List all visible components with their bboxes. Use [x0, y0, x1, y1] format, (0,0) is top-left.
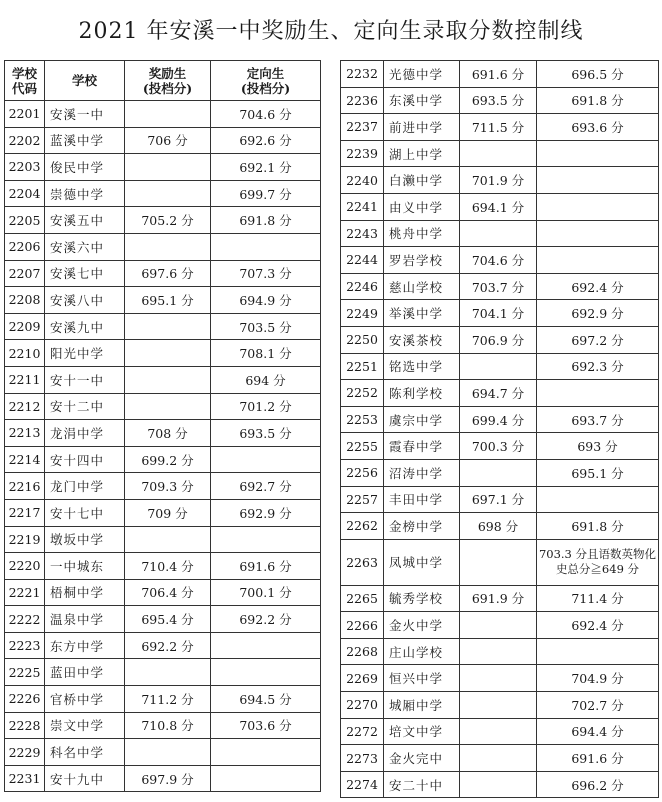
table-row — [341, 692, 659, 719]
directed-score-cell: 694.9 分 — [211, 287, 321, 314]
directed-score-cell: 695.1 分 — [537, 459, 659, 486]
school-code-cell: 2272 — [341, 718, 384, 745]
directed-score-cell: 691.6 分 — [211, 553, 321, 580]
directed-score-cell: 692.4 分 — [537, 612, 659, 639]
directed-score-cell: 703.6 分 — [211, 712, 321, 739]
award-score-cell — [125, 739, 211, 766]
school-name-cell: 官桥中学 — [45, 686, 125, 713]
school-name-cell: 恒兴中学 — [384, 665, 460, 692]
school-name-cell: 陈利学校 — [384, 380, 460, 407]
school-code-cell: 2268 — [341, 638, 384, 665]
directed-score-cell — [211, 526, 321, 553]
school-name-cell: 城厢中学 — [384, 692, 460, 719]
directed-score-cell: 691.8 分 — [537, 513, 659, 540]
school-name-cell: 龙涓中学 — [45, 420, 125, 447]
school-name-cell: 安溪六中 — [45, 233, 125, 260]
directed-score-cell: 696.5 分 — [537, 61, 659, 88]
award-score-cell: 706 分 — [125, 127, 211, 154]
award-score-cell: 710.8 分 — [125, 712, 211, 739]
school-name-cell: 墩坂中学 — [45, 526, 125, 553]
school-name-cell: 安溪八中 — [45, 287, 125, 314]
school-name-cell: 白濑中学 — [384, 167, 460, 194]
table-row — [341, 326, 659, 353]
school-name-cell: 科名中学 — [45, 739, 125, 766]
school-name-cell: 一中城东 — [45, 553, 125, 580]
directed-score-cell — [537, 167, 659, 194]
table-row — [341, 612, 659, 639]
directed-score-cell: 693.6 分 — [537, 114, 659, 141]
table-row — [5, 313, 321, 340]
award-score-cell — [460, 140, 537, 167]
school-code-cell: 2266 — [341, 612, 384, 639]
directed-score-cell — [211, 632, 321, 659]
award-score-cell — [460, 745, 537, 772]
school-name-cell: 凤城中学 — [384, 539, 460, 585]
school-name-cell: 东方中学 — [45, 632, 125, 659]
school-code-cell: 2236 — [341, 87, 384, 114]
school-name-cell: 慈山学校 — [384, 273, 460, 300]
school-code-cell: 2244 — [341, 247, 384, 274]
award-score-cell — [460, 718, 537, 745]
directed-score-cell: 691.8 分 — [211, 207, 321, 234]
table-row — [5, 207, 321, 234]
table-row — [5, 606, 321, 633]
school-name-cell: 毓秀学校 — [384, 585, 460, 612]
table-row — [341, 61, 659, 88]
school-code-cell: 2257 — [341, 486, 384, 513]
award-score-cell: 705.2 分 — [125, 207, 211, 234]
school-code-cell: 2211 — [5, 366, 45, 393]
school-code-cell: 2223 — [5, 632, 45, 659]
school-code-cell: 2207 — [5, 260, 45, 287]
school-code-cell: 2220 — [5, 553, 45, 580]
table-row — [5, 154, 321, 181]
school-code-cell: 2202 — [5, 127, 45, 154]
directed-score-cell: 693 分 — [537, 433, 659, 460]
table-row — [341, 273, 659, 300]
school-name-cell: 安溪一中 — [45, 101, 125, 128]
award-score-cell — [125, 101, 211, 128]
table-row — [5, 553, 321, 580]
table-row — [341, 167, 659, 194]
school-name-cell: 庄山学校 — [384, 638, 460, 665]
school-code-cell: 2252 — [341, 380, 384, 407]
table-row — [341, 665, 659, 692]
table-row — [341, 406, 659, 433]
award-score-cell — [125, 659, 211, 686]
school-name-cell: 温泉中学 — [45, 606, 125, 633]
table-row — [341, 486, 659, 513]
school-name-cell: 安溪茶校 — [384, 326, 460, 353]
school-code-cell: 2214 — [5, 446, 45, 473]
award-score-cell: 695.4 分 — [125, 606, 211, 633]
directed-score-cell: 693.5 分 — [211, 420, 321, 447]
table-row — [5, 659, 321, 686]
table-row — [5, 686, 321, 713]
award-score-cell — [460, 353, 537, 380]
school-code-cell: 2201 — [5, 101, 45, 128]
school-code-cell: 2251 — [341, 353, 384, 380]
school-code-cell: 2208 — [5, 287, 45, 314]
award-score-cell — [125, 340, 211, 367]
directed-score-cell: 697.2 分 — [537, 326, 659, 353]
award-score-cell: 698 分 — [460, 513, 537, 540]
directed-score-cell: 692.7 分 — [211, 473, 321, 500]
award-score-cell — [125, 313, 211, 340]
school-name-cell: 安十四中 — [45, 446, 125, 473]
school-code-cell: 2219 — [5, 526, 45, 553]
school-name-cell: 安溪九中 — [45, 313, 125, 340]
table-row — [341, 513, 659, 540]
award-score-cell — [460, 638, 537, 665]
school-code-cell: 2221 — [5, 579, 45, 606]
school-code-cell: 2212 — [5, 393, 45, 420]
award-score-cell — [460, 539, 537, 585]
award-score-cell — [125, 180, 211, 207]
table-row — [5, 393, 321, 420]
school-code-cell: 2241 — [341, 193, 384, 220]
award-score-cell: 709.3 分 — [125, 473, 211, 500]
table-row — [5, 526, 321, 553]
school-code-cell: 2232 — [341, 61, 384, 88]
table-row — [5, 420, 321, 447]
school-name-cell: 安十一中 — [45, 366, 125, 393]
award-score-cell: 706.4 分 — [125, 579, 211, 606]
school-code-cell: 2256 — [341, 459, 384, 486]
school-code-cell: 2255 — [341, 433, 384, 460]
award-score-cell: 692.2 分 — [125, 632, 211, 659]
award-score-cell: 697.6 分 — [125, 260, 211, 287]
directed-score-cell: 703.3 分且语数英物化史总分≧649 分 — [537, 539, 659, 585]
award-score-cell: 704.1 分 — [460, 300, 537, 327]
directed-score-cell: 692.1 分 — [211, 154, 321, 181]
school-code-cell: 2231 — [5, 765, 45, 792]
school-name-cell: 安十九中 — [45, 765, 125, 792]
school-code-cell: 2269 — [341, 665, 384, 692]
award-score-cell: 704.6 分 — [460, 247, 537, 274]
school-name-cell: 崇德中学 — [45, 180, 125, 207]
table-row — [5, 260, 321, 287]
directed-score-cell — [537, 220, 659, 247]
award-score-cell: 706.9 分 — [460, 326, 537, 353]
school-code-cell: 2228 — [5, 712, 45, 739]
school-name-cell: 蓝溪中学 — [45, 127, 125, 154]
school-code-cell: 2210 — [5, 340, 45, 367]
school-name-cell: 阳光中学 — [45, 340, 125, 367]
school-code-cell: 2237 — [341, 114, 384, 141]
school-name-cell: 龙门中学 — [45, 473, 125, 500]
directed-score-cell — [537, 140, 659, 167]
table-row — [341, 114, 659, 141]
school-name-cell: 安十二中 — [45, 393, 125, 420]
directed-score-cell — [537, 193, 659, 220]
award-score-cell — [460, 771, 537, 798]
school-name-cell: 俊民中学 — [45, 154, 125, 181]
table-row — [341, 193, 659, 220]
directed-score-cell: 703.5 分 — [211, 313, 321, 340]
school-name-cell: 虞宗中学 — [384, 406, 460, 433]
table-row — [341, 718, 659, 745]
table-row — [341, 140, 659, 167]
table-row — [341, 433, 659, 460]
table-row — [341, 638, 659, 665]
school-name-cell: 金榜中学 — [384, 513, 460, 540]
award-score-cell — [460, 665, 537, 692]
table-row — [5, 739, 321, 766]
right-table-container — [340, 60, 659, 798]
award-score-cell — [125, 526, 211, 553]
table-row — [5, 499, 321, 526]
school-name-cell: 崇文中学 — [45, 712, 125, 739]
school-name-cell: 罗岩学校 — [384, 247, 460, 274]
award-score-cell: 701.9 分 — [460, 167, 537, 194]
table-row — [5, 712, 321, 739]
directed-score-cell: 694.4 分 — [537, 718, 659, 745]
directed-score-cell — [211, 659, 321, 686]
directed-score-cell: 699.7 分 — [211, 180, 321, 207]
directed-score-cell: 707.3 分 — [211, 260, 321, 287]
table-header-row — [5, 61, 321, 101]
school-name-cell: 金火完中 — [384, 745, 460, 772]
school-name-cell: 东溪中学 — [384, 87, 460, 114]
award-score-cell — [125, 366, 211, 393]
school-code-cell: 2239 — [341, 140, 384, 167]
school-name-cell: 铭选中学 — [384, 353, 460, 380]
directed-score-cell: 692.9 分 — [537, 300, 659, 327]
directed-score-cell: 711.4 分 — [537, 585, 659, 612]
header-code: 学校 代码 — [5, 61, 45, 101]
school-name-cell: 桃舟中学 — [384, 220, 460, 247]
school-code-cell: 2203 — [5, 154, 45, 181]
school-code-cell: 2262 — [341, 513, 384, 540]
school-name-cell: 蓝田中学 — [45, 659, 125, 686]
table-row — [341, 745, 659, 772]
school-code-cell: 2205 — [5, 207, 45, 234]
award-score-cell — [460, 459, 537, 486]
directed-score-cell: 692.6 分 — [211, 127, 321, 154]
school-code-cell: 2270 — [341, 692, 384, 719]
table-row — [341, 353, 659, 380]
directed-score-cell — [211, 446, 321, 473]
directed-score-cell — [537, 380, 659, 407]
header-award: 奖励生 (投档分) — [125, 61, 211, 101]
directed-score-cell: 701.2 分 — [211, 393, 321, 420]
award-score-cell: 694.1 分 — [460, 193, 537, 220]
award-score-cell: 693.5 分 — [460, 87, 537, 114]
award-score-cell: 697.9 分 — [125, 765, 211, 792]
directed-score-cell — [211, 765, 321, 792]
left-table-container — [4, 60, 321, 792]
school-name-cell: 沼涛中学 — [384, 459, 460, 486]
award-score-cell: 691.9 分 — [460, 585, 537, 612]
school-code-cell: 2250 — [341, 326, 384, 353]
table-row — [5, 366, 321, 393]
award-score-cell: 710.4 分 — [125, 553, 211, 580]
school-name-cell: 梧桐中学 — [45, 579, 125, 606]
school-code-cell: 2225 — [5, 659, 45, 686]
table-row — [341, 585, 659, 612]
directed-score-cell: 700.1 分 — [211, 579, 321, 606]
directed-score-cell: 694.5 分 — [211, 686, 321, 713]
school-name-cell: 光德中学 — [384, 61, 460, 88]
directed-score-cell: 691.8 分 — [537, 87, 659, 114]
award-score-cell: 700.3 分 — [460, 433, 537, 460]
left-table-body — [5, 61, 321, 792]
directed-score-cell — [537, 247, 659, 274]
school-code-cell: 2265 — [341, 585, 384, 612]
table-row — [5, 287, 321, 314]
school-code-cell: 2213 — [5, 420, 45, 447]
award-score-cell: 697.1 分 — [460, 486, 537, 513]
school-name-cell: 培文中学 — [384, 718, 460, 745]
award-score-cell — [460, 220, 537, 247]
table-row — [5, 101, 321, 128]
table-row — [341, 771, 659, 798]
table-row — [5, 765, 321, 792]
award-score-cell: 709 分 — [125, 499, 211, 526]
award-score-cell — [460, 612, 537, 639]
award-score-cell: 703.7 分 — [460, 273, 537, 300]
directed-score-cell: 694 分 — [211, 366, 321, 393]
school-code-cell: 2274 — [341, 771, 384, 798]
directed-score-cell: 704.6 分 — [211, 101, 321, 128]
award-score-cell: 691.6 分 — [460, 61, 537, 88]
table-row — [341, 247, 659, 274]
right-table-body — [341, 61, 659, 798]
school-name-cell: 安十七中 — [45, 499, 125, 526]
table-row — [5, 446, 321, 473]
school-code-cell: 2226 — [5, 686, 45, 713]
school-code-cell: 2249 — [341, 300, 384, 327]
table-row — [5, 233, 321, 260]
header-school: 学校 — [45, 61, 125, 101]
page-title: 2021 年安溪一中奖励生、定向生录取分数控制线 — [78, 19, 584, 44]
school-name-cell: 前进中学 — [384, 114, 460, 141]
school-code-cell: 2229 — [5, 739, 45, 766]
directed-score-cell: 708.1 分 — [211, 340, 321, 367]
directed-score-cell: 692.2 分 — [211, 606, 321, 633]
school-code-cell: 2253 — [341, 406, 384, 433]
school-name-cell: 金火中学 — [384, 612, 460, 639]
table-row — [5, 473, 321, 500]
school-code-cell: 2240 — [341, 167, 384, 194]
award-score-cell — [125, 233, 211, 260]
award-score-cell — [460, 692, 537, 719]
directed-score-cell: 693.7 分 — [537, 406, 659, 433]
table-row — [5, 579, 321, 606]
school-code-cell: 2209 — [5, 313, 45, 340]
school-code-cell: 2263 — [341, 539, 384, 585]
school-code-cell: 2243 — [341, 220, 384, 247]
directed-score-cell — [537, 486, 659, 513]
school-name-cell: 举溪中学 — [384, 300, 460, 327]
directed-score-cell: 692.3 分 — [537, 353, 659, 380]
table-row — [341, 220, 659, 247]
award-score-cell: 699.4 分 — [460, 406, 537, 433]
table-row — [341, 300, 659, 327]
school-name-cell: 安溪五中 — [45, 207, 125, 234]
directed-score-cell: 692.4 分 — [537, 273, 659, 300]
award-score-cell: 694.7 分 — [460, 380, 537, 407]
school-name-cell: 安溪七中 — [45, 260, 125, 287]
school-code-cell: 2222 — [5, 606, 45, 633]
school-code-cell: 2217 — [5, 499, 45, 526]
table-row — [5, 340, 321, 367]
award-score-cell — [125, 154, 211, 181]
header-directed: 定向生 (投档分) — [211, 61, 321, 101]
award-score-cell: 708 分 — [125, 420, 211, 447]
school-name-cell: 湖上中学 — [384, 140, 460, 167]
right-score-table — [340, 60, 659, 798]
award-score-cell: 695.1 分 — [125, 287, 211, 314]
award-score-cell: 711.2 分 — [125, 686, 211, 713]
directed-score-cell: 696.2 分 — [537, 771, 659, 798]
school-code-cell: 2206 — [5, 233, 45, 260]
school-name-cell: 霞春中学 — [384, 433, 460, 460]
school-code-cell: 2246 — [341, 273, 384, 300]
table-row — [5, 127, 321, 154]
table-row — [341, 539, 659, 585]
award-score-cell: 711.5 分 — [460, 114, 537, 141]
directed-score-cell: 702.7 分 — [537, 692, 659, 719]
directed-score-cell: 691.6 分 — [537, 745, 659, 772]
table-row — [341, 87, 659, 114]
table-row — [5, 632, 321, 659]
award-score-cell — [125, 393, 211, 420]
left-score-table — [4, 60, 321, 792]
school-name-cell: 丰田中学 — [384, 486, 460, 513]
table-row — [341, 459, 659, 486]
directed-score-cell: 692.9 分 — [211, 499, 321, 526]
directed-score-cell — [537, 638, 659, 665]
directed-score-cell — [211, 233, 321, 260]
table-row — [341, 380, 659, 407]
school-name-cell: 由义中学 — [384, 193, 460, 220]
award-score-cell: 699.2 分 — [125, 446, 211, 473]
school-name-cell: 安二十中 — [384, 771, 460, 798]
table-row — [5, 180, 321, 207]
school-code-cell: 2204 — [5, 180, 45, 207]
directed-score-cell: 704.9 分 — [537, 665, 659, 692]
school-code-cell: 2216 — [5, 473, 45, 500]
directed-score-cell — [211, 739, 321, 766]
school-code-cell: 2273 — [341, 745, 384, 772]
